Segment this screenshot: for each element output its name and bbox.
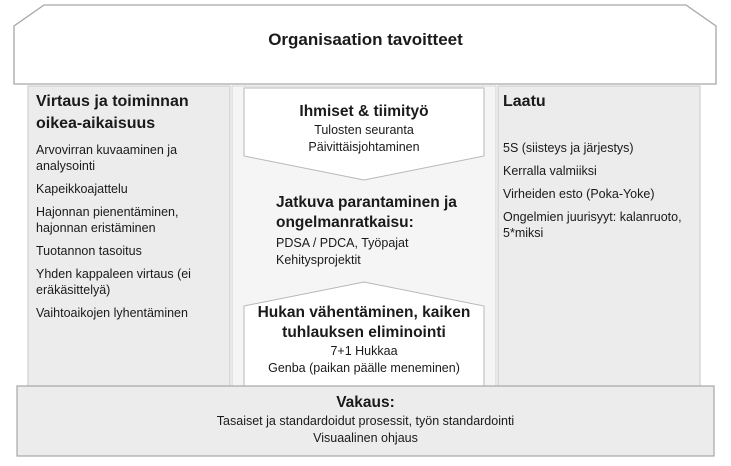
waste-line-1: 7+1 Hukkaa [330,344,398,358]
left-item-6: Vaihtoaikojen lyhentäminen [36,306,188,320]
left-item-3: Hajonnan pienentäminen, hajonnan eristäminen [36,205,179,235]
right-item-1: 5S (siisteys ja järjestys) [503,141,634,155]
foundation-line-2: Visuaalinen ohjaus [313,431,418,445]
foundation-title: Vakaus: [336,394,395,411]
improvement-title: Jatkuva parantaminen ja ongelmanratkaisu: [276,194,457,231]
left-pillar-title: Virtaus ja toiminnan oikea-aikaisuus [36,93,189,132]
people-line-2: Päivittäisjohtaminen [308,140,420,154]
left-item-5: Yhden kappaleen virtaus (ei eräkäsittelyä) [36,267,191,297]
people-title: Ihmiset & tiimityö [299,103,429,120]
foundation-line-1: Tasaiset ja standardoidut prosessit, työn standardointi [216,414,515,428]
right-item-3: Virheiden esto (Poka-Yoke) [503,187,655,201]
improvement-line-2: Kehitysprojektit [276,253,361,267]
waste-title: Hukan vähentäminen, kaiken tuhlauksen eliminointi [257,304,471,341]
right-item-4: Ongelmien juurisyyt: kalanruoto, 5*miksi [503,210,682,240]
left-item-1: Arvovirran kuvaaminen ja analysointi [36,143,178,173]
right-item-2: Kerralla valmiiksi [503,164,597,178]
people-line-1: Tulosten seuranta [314,123,414,137]
left-item-2: Kapeikkoajattelu [36,182,128,196]
waste-line-2: Genba (paikan päälle meneminen) [268,361,460,375]
roof-title: Organisaation tavoitteet [268,30,463,49]
people-block [244,102,484,156]
right-pillar [503,91,695,241]
waste-block [238,303,490,377]
right-pillar-title: Laatu [503,93,546,110]
foundation-block [17,393,714,447]
left-pillar [36,91,226,321]
left-item-4: Tuotannon tasoitus [36,244,142,258]
improvement-line-1: PDSA / PDCA, Työpajat [276,236,409,250]
improvement-block [276,193,482,269]
